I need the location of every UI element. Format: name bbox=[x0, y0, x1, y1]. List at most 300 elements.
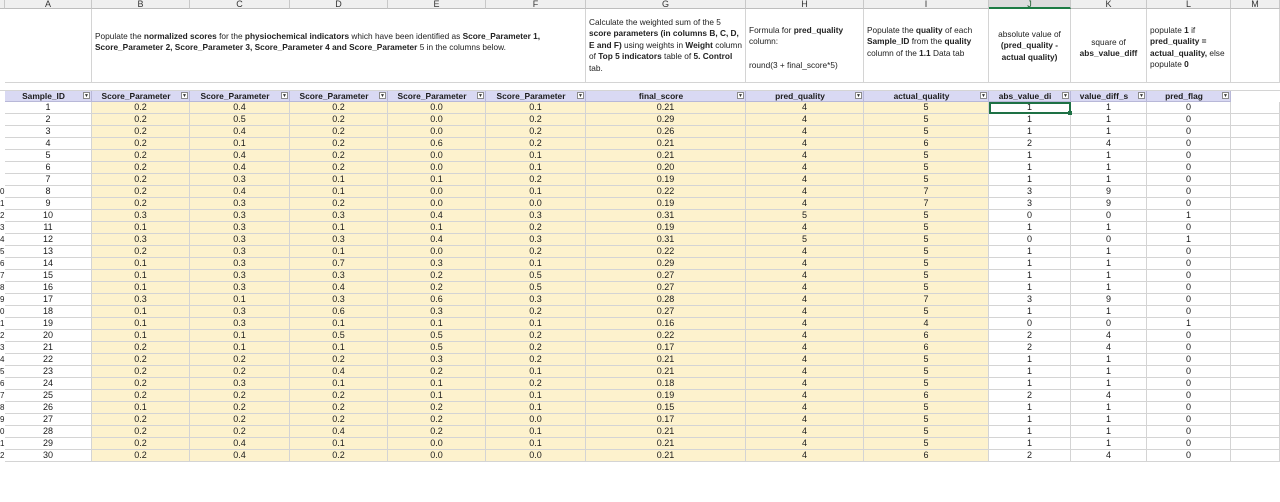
cell[interactable]: 0.2 bbox=[486, 330, 586, 342]
cell[interactable]: 1 bbox=[1071, 162, 1147, 174]
cell[interactable]: 0.2 bbox=[190, 426, 290, 438]
cell[interactable]: 1 bbox=[1071, 150, 1147, 162]
instruction-cell-g[interactable]: Calculate the weighted sum of the 5 score parameters (in columns B, C, D, E and F) using weights in Weight column of Top 5 indicators table of 5. Control tab. bbox=[586, 9, 746, 83]
cell[interactable]: 1 bbox=[1071, 426, 1147, 438]
cell[interactable]: 1 bbox=[1071, 126, 1147, 138]
cell[interactable]: 0.1 bbox=[92, 402, 190, 414]
cell[interactable]: 0 bbox=[1147, 198, 1231, 210]
empty-cell[interactable] bbox=[1231, 126, 1280, 138]
cell[interactable]: 4 bbox=[746, 186, 864, 198]
cell[interactable]: 4 bbox=[746, 402, 864, 414]
cell[interactable]: 0.6 bbox=[388, 138, 486, 150]
cell[interactable]: 0.2 bbox=[290, 162, 388, 174]
cell[interactable]: 0.0 bbox=[388, 162, 486, 174]
cell[interactable]: 0 bbox=[989, 234, 1071, 246]
empty-cell[interactable] bbox=[1231, 378, 1280, 390]
cell[interactable]: 0.2 bbox=[190, 390, 290, 402]
instruction-cell-i[interactable]: Populate the quality of each Sample_ID from the quality column of the 1.1 Data tab bbox=[864, 9, 989, 83]
cell[interactable]: 2 bbox=[989, 138, 1071, 150]
cell[interactable]: 0.19 bbox=[586, 222, 746, 234]
cell[interactable]: 0.0 bbox=[486, 198, 586, 210]
cell[interactable]: 0.1 bbox=[290, 318, 388, 330]
cell[interactable]: 5 bbox=[864, 126, 989, 138]
cell[interactable]: 0.2 bbox=[290, 126, 388, 138]
cell[interactable]: 0.4 bbox=[388, 210, 486, 222]
cell[interactable]: 30 bbox=[5, 450, 92, 462]
cell[interactable]: 1 bbox=[989, 354, 1071, 366]
cell[interactable]: 26 bbox=[5, 402, 92, 414]
cell[interactable]: 0.2 bbox=[92, 150, 190, 162]
cell[interactable]: 0.1 bbox=[92, 306, 190, 318]
cell[interactable]: 6 bbox=[864, 450, 989, 462]
filter-dropdown-icon[interactable]: ▼ bbox=[478, 93, 483, 99]
empty-cell[interactable] bbox=[1231, 402, 1280, 414]
cell[interactable]: 0 bbox=[1147, 294, 1231, 306]
cell[interactable]: 0.1 bbox=[486, 402, 586, 414]
cell[interactable]: 0.2 bbox=[486, 222, 586, 234]
cell[interactable]: 5 bbox=[864, 366, 989, 378]
cell[interactable]: 7 bbox=[864, 186, 989, 198]
cell[interactable]: 0.0 bbox=[388, 246, 486, 258]
cell[interactable]: 5 bbox=[864, 174, 989, 186]
cell[interactable]: 4 bbox=[746, 450, 864, 462]
cell[interactable]: 0.1 bbox=[92, 318, 190, 330]
cell[interactable]: 0 bbox=[1147, 126, 1231, 138]
filter-dropdown-icon[interactable]: ▼ bbox=[738, 93, 743, 99]
cell[interactable]: 0.21 bbox=[586, 150, 746, 162]
cell[interactable]: 0.22 bbox=[586, 330, 746, 342]
cell[interactable]: 0.4 bbox=[388, 234, 486, 246]
cell[interactable]: 1 bbox=[989, 282, 1071, 294]
filter-dropdown-icon[interactable]: ▼ bbox=[282, 93, 287, 99]
empty-cell[interactable] bbox=[1231, 198, 1280, 210]
cell[interactable]: 5 bbox=[864, 282, 989, 294]
cell[interactable]: 1 bbox=[1071, 438, 1147, 450]
cell[interactable]: 6 bbox=[864, 330, 989, 342]
cell[interactable]: 1 bbox=[989, 306, 1071, 318]
cell[interactable]: 0.2 bbox=[92, 198, 190, 210]
filter-dropdown-icon[interactable]: ▼ bbox=[1223, 93, 1228, 99]
cell[interactable]: 0.2 bbox=[290, 138, 388, 150]
cell[interactable]: 4 bbox=[746, 270, 864, 282]
empty-cell[interactable] bbox=[1231, 354, 1280, 366]
cell[interactable]: 1 bbox=[989, 258, 1071, 270]
cell[interactable]: 1 bbox=[1071, 222, 1147, 234]
empty-cell[interactable] bbox=[1231, 150, 1280, 162]
cell[interactable]: 0 bbox=[1147, 366, 1231, 378]
cell[interactable]: 0.2 bbox=[92, 102, 190, 114]
cell[interactable]: 13 bbox=[5, 246, 92, 258]
cell[interactable]: 4 bbox=[746, 330, 864, 342]
cell[interactable]: 5 bbox=[864, 402, 989, 414]
cell[interactable]: 4 bbox=[746, 246, 864, 258]
cell[interactable]: 0.1 bbox=[92, 270, 190, 282]
column-title-6[interactable] bbox=[486, 91, 586, 102]
cell[interactable]: 0.2 bbox=[190, 354, 290, 366]
cell[interactable]: 0.27 bbox=[586, 270, 746, 282]
cell[interactable]: 0.2 bbox=[290, 150, 388, 162]
cell[interactable]: 0.2 bbox=[486, 378, 586, 390]
cell[interactable]: 0.1 bbox=[92, 222, 190, 234]
cell[interactable]: 0 bbox=[1147, 174, 1231, 186]
empty-cell[interactable] bbox=[1231, 258, 1280, 270]
cell[interactable]: 1 bbox=[989, 162, 1071, 174]
cell[interactable]: 5 bbox=[864, 222, 989, 234]
empty-cell[interactable] bbox=[1231, 234, 1280, 246]
cell[interactable]: 0.2 bbox=[92, 354, 190, 366]
cell[interactable]: 6 bbox=[864, 342, 989, 354]
cell[interactable]: 0.2 bbox=[388, 426, 486, 438]
empty-cell[interactable] bbox=[1231, 330, 1280, 342]
cell[interactable]: 6 bbox=[864, 390, 989, 402]
cell[interactable]: 0.2 bbox=[486, 138, 586, 150]
cell[interactable]: 4 bbox=[746, 426, 864, 438]
cell[interactable]: 20 bbox=[5, 330, 92, 342]
cell[interactable]: 0.1 bbox=[290, 222, 388, 234]
cell[interactable]: 0.21 bbox=[586, 102, 746, 114]
cell[interactable]: 4 bbox=[746, 378, 864, 390]
column-header-j[interactable]: J bbox=[989, 0, 1071, 9]
cell[interactable]: 0 bbox=[1147, 414, 1231, 426]
cell[interactable]: 0.2 bbox=[290, 390, 388, 402]
cell[interactable]: 1 bbox=[1071, 354, 1147, 366]
cell[interactable]: 0 bbox=[989, 318, 1071, 330]
cell[interactable]: 0.0 bbox=[388, 450, 486, 462]
cell[interactable]: 4 bbox=[746, 258, 864, 270]
cell[interactable]: 0.3 bbox=[190, 306, 290, 318]
column-title-9[interactable] bbox=[864, 91, 989, 102]
cell[interactable]: 0.0 bbox=[486, 450, 586, 462]
cell[interactable]: 0 bbox=[1147, 426, 1231, 438]
cell[interactable]: 0.3 bbox=[290, 294, 388, 306]
cell[interactable]: 0.0 bbox=[486, 414, 586, 426]
cell[interactable]: 0.2 bbox=[92, 186, 190, 198]
cell[interactable]: 1 bbox=[989, 114, 1071, 126]
cell[interactable]: 0.4 bbox=[190, 186, 290, 198]
cell[interactable]: 1 bbox=[989, 426, 1071, 438]
cell[interactable]: 1 bbox=[1071, 102, 1147, 114]
empty-cell[interactable] bbox=[1231, 102, 1280, 114]
column-title-1[interactable] bbox=[5, 91, 92, 102]
cell[interactable]: 0.1 bbox=[190, 294, 290, 306]
cell[interactable]: 0.2 bbox=[486, 306, 586, 318]
cell[interactable]: 4 bbox=[746, 438, 864, 450]
column-header-g[interactable]: G bbox=[586, 0, 746, 9]
column-header-f[interactable]: F bbox=[486, 0, 586, 9]
cell[interactable]: 0.2 bbox=[290, 102, 388, 114]
cell[interactable]: 0.1 bbox=[486, 186, 586, 198]
cell[interactable]: 0.3 bbox=[190, 222, 290, 234]
cell[interactable]: 0.1 bbox=[290, 174, 388, 186]
cell[interactable]: 0.2 bbox=[92, 390, 190, 402]
cell[interactable]: 5 bbox=[864, 162, 989, 174]
cell[interactable]: 0.4 bbox=[190, 126, 290, 138]
cell[interactable]: 9 bbox=[1071, 198, 1147, 210]
cell[interactable]: 0.2 bbox=[92, 438, 190, 450]
cell[interactable]: 5 bbox=[864, 210, 989, 222]
column-header-c[interactable]: C bbox=[190, 0, 290, 9]
fill-handle[interactable] bbox=[1068, 111, 1072, 115]
empty-cell[interactable] bbox=[1231, 294, 1280, 306]
cell[interactable]: 0.5 bbox=[388, 330, 486, 342]
cell[interactable]: 1 bbox=[1147, 210, 1231, 222]
cell[interactable]: 0.2 bbox=[190, 402, 290, 414]
cell[interactable]: 0.1 bbox=[290, 342, 388, 354]
cell[interactable]: 0.1 bbox=[190, 138, 290, 150]
cell[interactable]: 0 bbox=[1147, 246, 1231, 258]
cell[interactable]: 0.19 bbox=[586, 198, 746, 210]
cell[interactable]: 1 bbox=[989, 150, 1071, 162]
cell[interactable]: 0.2 bbox=[290, 198, 388, 210]
cell[interactable]: 0.2 bbox=[92, 126, 190, 138]
cell[interactable]: 0.2 bbox=[290, 450, 388, 462]
cell[interactable]: 0.5 bbox=[388, 342, 486, 354]
cell[interactable]: 0.6 bbox=[388, 294, 486, 306]
cell[interactable]: 19 bbox=[5, 318, 92, 330]
column-header-e[interactable]: E bbox=[388, 0, 486, 9]
cell[interactable]: 0.1 bbox=[486, 426, 586, 438]
cell[interactable]: 0.7 bbox=[290, 258, 388, 270]
cell[interactable]: 9 bbox=[1071, 294, 1147, 306]
cell[interactable]: 1 bbox=[989, 378, 1071, 390]
cell[interactable]: 4 bbox=[1071, 138, 1147, 150]
column-header-b[interactable]: B bbox=[92, 0, 190, 9]
cell[interactable]: 16 bbox=[5, 282, 92, 294]
cell[interactable]: 0 bbox=[1147, 378, 1231, 390]
cell[interactable]: 2 bbox=[989, 342, 1071, 354]
cell[interactable]: 23 bbox=[5, 366, 92, 378]
cell[interactable]: 0.4 bbox=[290, 282, 388, 294]
cell[interactable]: 0.0 bbox=[388, 198, 486, 210]
cell[interactable]: 0.6 bbox=[290, 306, 388, 318]
cell[interactable]: 11 bbox=[5, 222, 92, 234]
column-title-2[interactable] bbox=[92, 91, 190, 102]
cell[interactable]: 27 bbox=[5, 414, 92, 426]
cell[interactable]: 5 bbox=[864, 150, 989, 162]
cell[interactable]: 4 bbox=[746, 282, 864, 294]
cell[interactable]: 0.29 bbox=[586, 258, 746, 270]
cell[interactable]: 0 bbox=[1147, 162, 1231, 174]
column-header-l[interactable]: L bbox=[1147, 0, 1231, 9]
cell[interactable]: 5 bbox=[5, 150, 92, 162]
cell[interactable]: 1 bbox=[989, 174, 1071, 186]
cell[interactable]: 3 bbox=[5, 126, 92, 138]
empty-cell[interactable] bbox=[1231, 114, 1280, 126]
cell[interactable]: 0.3 bbox=[190, 318, 290, 330]
cell[interactable]: 0.27 bbox=[586, 282, 746, 294]
cell[interactable]: 5 bbox=[864, 414, 989, 426]
cell[interactable]: 5 bbox=[864, 258, 989, 270]
cell[interactable]: 0 bbox=[1147, 150, 1231, 162]
cell[interactable]: 0.2 bbox=[92, 174, 190, 186]
cell[interactable]: 0 bbox=[1147, 102, 1231, 114]
active-cell[interactable]: 1 bbox=[989, 102, 1071, 114]
cell[interactable]: 0.21 bbox=[586, 438, 746, 450]
cell[interactable]: 4 bbox=[746, 162, 864, 174]
cell[interactable]: 0.17 bbox=[586, 342, 746, 354]
filter-dropdown-icon[interactable]: ▼ bbox=[380, 93, 385, 99]
cell[interactable]: 0 bbox=[1147, 342, 1231, 354]
cell[interactable]: 0 bbox=[1147, 390, 1231, 402]
cell[interactable]: 1 bbox=[1071, 270, 1147, 282]
cell[interactable]: 4 bbox=[1071, 342, 1147, 354]
cell[interactable]: 1 bbox=[989, 438, 1071, 450]
cell[interactable]: 0 bbox=[1147, 402, 1231, 414]
cell[interactable]: 0.3 bbox=[92, 210, 190, 222]
cell[interactable]: 2 bbox=[5, 114, 92, 126]
cell[interactable]: 5 bbox=[864, 354, 989, 366]
cell[interactable]: 0.27 bbox=[586, 306, 746, 318]
cell[interactable]: 0.20 bbox=[586, 162, 746, 174]
cell[interactable]: 4 bbox=[746, 138, 864, 150]
column-header-k[interactable]: K bbox=[1071, 0, 1147, 9]
cell[interactable]: 0.2 bbox=[388, 402, 486, 414]
empty-cell[interactable] bbox=[1231, 162, 1280, 174]
cell[interactable]: 28 bbox=[5, 426, 92, 438]
cell[interactable]: 1 bbox=[989, 222, 1071, 234]
cell[interactable]: 0 bbox=[1071, 234, 1147, 246]
column-title-3[interactable] bbox=[190, 91, 290, 102]
cell[interactable]: 29 bbox=[5, 438, 92, 450]
cell[interactable]: 0.4 bbox=[190, 438, 290, 450]
cell[interactable]: 0.21 bbox=[586, 366, 746, 378]
cell[interactable]: 6 bbox=[864, 138, 989, 150]
cell[interactable]: 18 bbox=[5, 306, 92, 318]
filter-dropdown-icon[interactable]: ▼ bbox=[182, 93, 187, 99]
cell[interactable]: 7 bbox=[864, 198, 989, 210]
cell[interactable]: 4 bbox=[746, 390, 864, 402]
cell[interactable]: 4 bbox=[746, 174, 864, 186]
column-header-i[interactable]: I bbox=[864, 0, 989, 9]
cell[interactable]: 0.2 bbox=[486, 342, 586, 354]
cell[interactable]: 0.22 bbox=[586, 186, 746, 198]
cell[interactable]: 0.19 bbox=[586, 174, 746, 186]
empty-cell[interactable] bbox=[1231, 318, 1280, 330]
cell[interactable]: 0.2 bbox=[92, 450, 190, 462]
cell[interactable]: 0 bbox=[1147, 450, 1231, 462]
cell[interactable]: 0.1 bbox=[486, 318, 586, 330]
cell[interactable]: 0.3 bbox=[190, 258, 290, 270]
cell[interactable]: 0.3 bbox=[190, 246, 290, 258]
cell[interactable]: 0.3 bbox=[92, 294, 190, 306]
cell[interactable]: 4 bbox=[746, 354, 864, 366]
cell[interactable]: 0.1 bbox=[486, 102, 586, 114]
empty-cell[interactable] bbox=[1231, 210, 1280, 222]
cell[interactable]: 0.2 bbox=[92, 378, 190, 390]
cell[interactable]: 24 bbox=[5, 378, 92, 390]
cell[interactable]: 0.2 bbox=[290, 354, 388, 366]
cell[interactable]: 0.18 bbox=[586, 378, 746, 390]
cell[interactable]: 7 bbox=[5, 174, 92, 186]
cell[interactable]: 0.3 bbox=[190, 282, 290, 294]
cell[interactable]: 0 bbox=[1071, 210, 1147, 222]
empty-cell[interactable] bbox=[1231, 306, 1280, 318]
cell[interactable]: 0.2 bbox=[388, 414, 486, 426]
cell[interactable]: 4 bbox=[746, 366, 864, 378]
cell[interactable]: 9 bbox=[5, 198, 92, 210]
cell[interactable]: 0.1 bbox=[486, 150, 586, 162]
cell[interactable]: 0.1 bbox=[388, 378, 486, 390]
cell[interactable]: 6 bbox=[5, 162, 92, 174]
cell[interactable]: 0.3 bbox=[290, 234, 388, 246]
cell[interactable]: 4 bbox=[1071, 330, 1147, 342]
cell[interactable]: 9 bbox=[1071, 186, 1147, 198]
cell[interactable]: 0.1 bbox=[190, 342, 290, 354]
cell[interactable]: 4 bbox=[746, 318, 864, 330]
cell[interactable]: 5 bbox=[746, 210, 864, 222]
empty-cell[interactable] bbox=[1231, 222, 1280, 234]
cell[interactable]: 0 bbox=[1147, 438, 1231, 450]
column-title-12[interactable] bbox=[1147, 91, 1231, 102]
cell[interactable]: 0.3 bbox=[388, 258, 486, 270]
cell[interactable]: 0.22 bbox=[586, 246, 746, 258]
cell[interactable]: 1 bbox=[1071, 306, 1147, 318]
empty-cell[interactable] bbox=[1231, 246, 1280, 258]
cell[interactable]: 5 bbox=[864, 438, 989, 450]
cell[interactable]: 0.1 bbox=[388, 318, 486, 330]
cell[interactable]: 0.3 bbox=[92, 234, 190, 246]
cell[interactable]: 4 bbox=[5, 138, 92, 150]
cell[interactable]: 0.1 bbox=[290, 438, 388, 450]
instruction-cell-b-f[interactable]: Populate the normalized scores for the physiochemical indicators which have been identified as Score_Parameter 1, Score_Parameter 2, Score_Parameter 3, Score_Parameter 4 and Score_Parameter 5 in the columns below. bbox=[92, 9, 586, 83]
instruction-cell-l[interactable]: populate 1 if pred_quality = actual_quality, else populate 0 bbox=[1147, 9, 1231, 83]
cell[interactable]: 0.3 bbox=[486, 294, 586, 306]
cell[interactable]: 0.1 bbox=[290, 246, 388, 258]
empty-cell[interactable] bbox=[1231, 438, 1280, 450]
cell[interactable]: 0.1 bbox=[92, 258, 190, 270]
cell[interactable]: 0.3 bbox=[388, 306, 486, 318]
filter-dropdown-icon[interactable]: ▼ bbox=[1139, 93, 1144, 99]
cell[interactable]: 0.28 bbox=[586, 294, 746, 306]
cell[interactable]: 0.21 bbox=[586, 450, 746, 462]
cell[interactable]: 0.3 bbox=[190, 234, 290, 246]
cell[interactable]: 1 bbox=[989, 246, 1071, 258]
cell[interactable]: 0.2 bbox=[92, 426, 190, 438]
cell[interactable]: 0.2 bbox=[486, 114, 586, 126]
cell[interactable]: 1 bbox=[1147, 318, 1231, 330]
cell[interactable]: 0.1 bbox=[290, 186, 388, 198]
cell[interactable]: 0.2 bbox=[92, 366, 190, 378]
cell[interactable]: 2 bbox=[989, 450, 1071, 462]
cell[interactable]: 22 bbox=[5, 354, 92, 366]
cell[interactable]: 4 bbox=[746, 222, 864, 234]
cell[interactable]: 5 bbox=[864, 270, 989, 282]
cell[interactable]: 0.31 bbox=[586, 234, 746, 246]
instruction-cell-m[interactable] bbox=[1231, 9, 1280, 83]
cell[interactable]: 0.2 bbox=[290, 114, 388, 126]
cell[interactable]: 7 bbox=[864, 294, 989, 306]
cell[interactable]: 0.5 bbox=[190, 114, 290, 126]
cell[interactable]: 0.2 bbox=[92, 138, 190, 150]
cell[interactable]: 1 bbox=[989, 126, 1071, 138]
cell[interactable]: 25 bbox=[5, 390, 92, 402]
cell[interactable]: 0.0 bbox=[388, 126, 486, 138]
cell[interactable]: 0.4 bbox=[190, 102, 290, 114]
cell[interactable]: 0.2 bbox=[92, 162, 190, 174]
empty-cell[interactable] bbox=[1231, 342, 1280, 354]
cell[interactable]: 4 bbox=[746, 114, 864, 126]
column-title-7[interactable] bbox=[586, 91, 746, 102]
cell[interactable]: 0 bbox=[1147, 258, 1231, 270]
column-header-a[interactable]: A bbox=[5, 0, 92, 9]
cell[interactable]: 0.1 bbox=[290, 378, 388, 390]
cell[interactable]: 0.0 bbox=[388, 150, 486, 162]
cell[interactable]: 0.4 bbox=[290, 366, 388, 378]
cell[interactable]: 0.0 bbox=[388, 102, 486, 114]
cell[interactable]: 0.31 bbox=[586, 210, 746, 222]
cell[interactable]: 4 bbox=[1071, 390, 1147, 402]
cell[interactable]: 0.2 bbox=[92, 246, 190, 258]
